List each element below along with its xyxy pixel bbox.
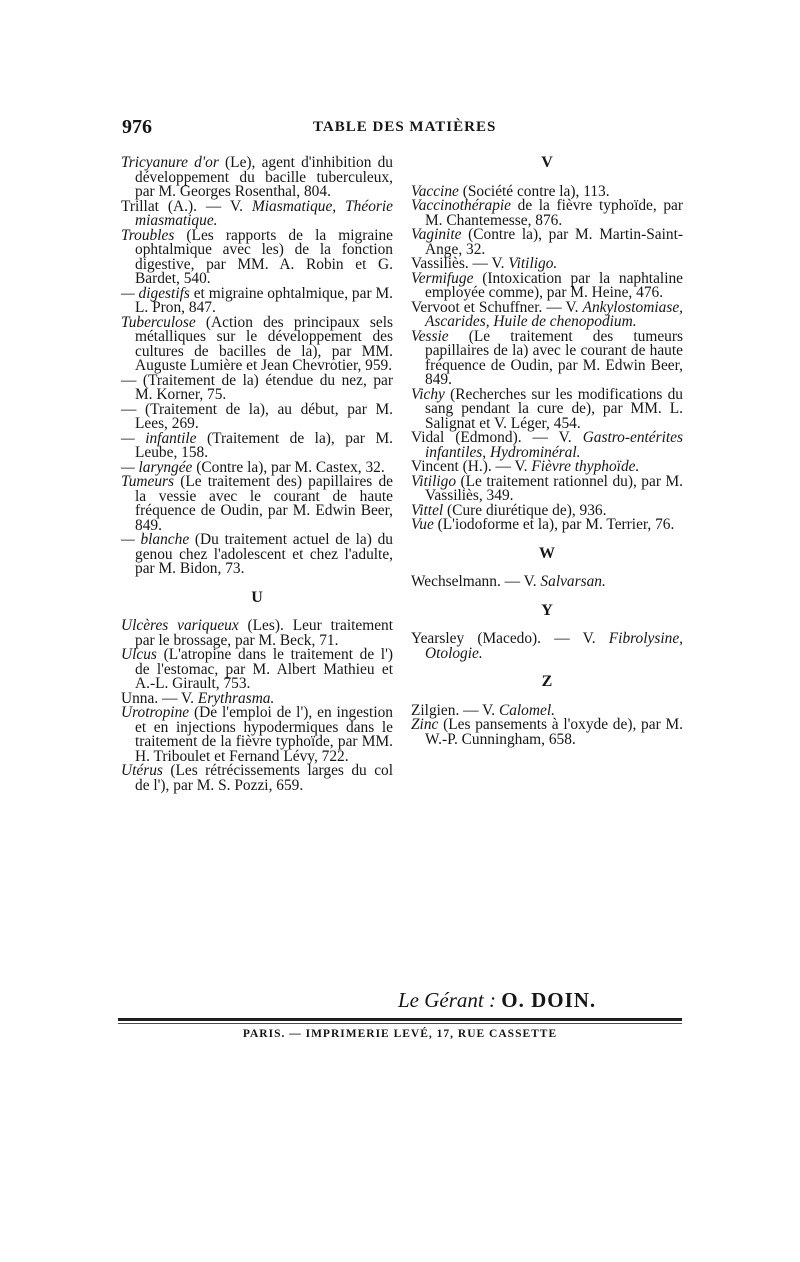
entries-y	[411, 632, 683, 661]
entry-text: (Du traitement actuel de la) du genou chez l'adolescent et chez l'adulte, par M. Bidon, 73.	[135, 531, 393, 577]
right-column	[411, 156, 683, 747]
footer-rule-thick	[118, 1018, 682, 1021]
entry-term: Vue	[411, 516, 434, 533]
entry-term: Vichy	[411, 385, 445, 403]
gerant-line	[398, 988, 596, 1013]
entry-text: et migraine ophtalmique, par M. L. Pron, 847.	[135, 284, 393, 316]
index-entry	[121, 475, 393, 533]
entry-term: Urotropine	[121, 704, 190, 721]
entry-see-also: Miasmatique, Théorie miasmatique.	[135, 197, 393, 229]
entry-text: — (Traitement de la) étendue du nez, par M. Korner, 75.	[121, 371, 393, 403]
entry-text: (Contre la), par M. Castex, 32.	[192, 458, 385, 476]
entry-term: Tuberculose	[121, 313, 196, 331]
entry-text: (L'atropine dans le traitement de l') de l'estomac, par M. Albert Mathieu et A.-L. Girault, 753.	[135, 646, 393, 692]
entry-text: (Cure diurétique de), 936.	[443, 501, 607, 519]
section-letter-z: Z	[541, 673, 553, 690]
entries-v	[411, 182, 683, 533]
entry-term: — laryngée	[121, 458, 193, 476]
index-entry	[411, 385, 683, 432]
entry-term: Ulcères variqueux	[121, 617, 239, 634]
entry-text: (De l'emploi de l'), en ingestion et en injections hypodermiques dans le traitement de la fièvre typhoïde, par MM. H. Triboulet et Fernand Lévy, 722.	[135, 704, 393, 765]
index-entry	[411, 298, 683, 330]
entries-z	[411, 701, 683, 748]
section-letter-u: U	[251, 588, 263, 606]
gerant-label: Le Gérant :	[398, 988, 502, 1012]
entry-text: (Intoxication par la naphtaline employée comme), par M. Heine, 476.	[425, 269, 683, 301]
entries-t	[121, 156, 393, 577]
entry-text: (Contre la), par M. Martin-Saint-Ange, 32.	[425, 226, 683, 258]
entry-term: Vittel	[411, 501, 444, 519]
entry-text: Yearsley (Macedo). — V.	[411, 630, 609, 647]
entry-text: Vassiliès. — V.	[411, 255, 509, 272]
running-head: TABLE DES MATIÈRES	[313, 119, 497, 135]
entry-text: (Le), agent d'inhibition du développement du bacille tuberculeux, par M. Georges Rosenthal, 804.	[135, 154, 393, 200]
entry-term: Utérus	[121, 762, 163, 779]
entry-term: Vessie	[411, 327, 449, 345]
entry-text: (Le traitement des tumeurs papillaires de la) avec le courant de haute fréquence de Oudin, par M. Edwin Beer, 849.	[425, 327, 683, 388]
section-letter-y: Y	[541, 601, 553, 619]
index-entry	[411, 632, 683, 661]
entry-text: (Recherches sur les modifications du sang pendant la cure de), par MM. L. Salignat et V. Léger, 454.	[425, 385, 683, 432]
entry-text: Trillat (A.). — V.	[121, 197, 252, 215]
entry-see-also: Calomel.	[498, 701, 555, 719]
entry-term: Zinc	[411, 716, 439, 733]
index-entry	[121, 284, 393, 316]
entry-term: Vaccinothérapie	[411, 197, 512, 214]
entry-see-also: Ankylostomiase, Ascarides, Huile de chenopodium.	[425, 298, 683, 330]
entry-text: (Les rétrécissements larges du col de l'), par M. S. Pozzi, 659.	[135, 762, 393, 794]
entry-text: Unna. — V.	[121, 689, 198, 707]
entry-text: (Action des principaux sels métalliques sur le développement des cultures de bacilles de la), par MM. Auguste Lumière et Jean Chevrotier, 959.	[135, 313, 393, 374]
entry-text: Wechselmann. — V.	[411, 573, 541, 590]
footer-rule-thin	[118, 1023, 682, 1024]
entry-text: Vidal (Edmond). — V.	[411, 429, 583, 446]
section-letter-v: V	[541, 154, 553, 171]
entries-u	[121, 619, 393, 793]
entry-text: (Société contre la), 113.	[458, 182, 610, 200]
printer-imprint: PARIS. — IMPRIMERIE LEVÉ, 17, RUE CASSETTE	[242, 1028, 558, 1040]
index-entry	[121, 764, 393, 793]
index-entry	[411, 718, 683, 747]
index-entry	[121, 619, 393, 648]
section-letter-w: W	[539, 544, 555, 562]
entry-term: Vaccine	[411, 182, 459, 200]
index-entry	[121, 156, 393, 200]
index-entry	[121, 648, 393, 692]
index-entry	[121, 706, 393, 764]
index-entry	[121, 400, 393, 432]
entry-text: Zilgien. — V.	[411, 701, 499, 719]
page-header	[118, 116, 683, 142]
entry-text: (Les). Leur traitement par le brossage, par M. Beck, 71.	[135, 617, 393, 649]
entry-text: (Les pansements à l'oxyde de), par M. W.-P. Cunningham, 658.	[425, 716, 683, 748]
entry-term: Vaginite	[411, 226, 462, 243]
entry-text: Vincent (H.). — V.	[411, 458, 532, 475]
left-column	[121, 156, 393, 793]
entry-see-also: Fièvre thyphoïde.	[531, 458, 640, 475]
entry-term: Ulcus	[121, 646, 157, 663]
index-entry	[121, 371, 393, 403]
index-entry	[411, 472, 683, 504]
entry-term: — infantile	[121, 429, 197, 447]
index-entry	[411, 575, 683, 590]
entry-term: Tricyanure d'or	[121, 154, 219, 171]
entry-text: Vervoot et Schuffner. — V.	[411, 298, 583, 316]
index-entry	[121, 226, 393, 287]
gerant-name: O. DOIN.	[501, 988, 597, 1012]
index-entry	[411, 327, 683, 388]
entry-see-also: Erythrasma.	[197, 689, 275, 707]
entries-w	[411, 575, 683, 590]
entry-term: Troubles	[121, 226, 175, 244]
entry-term: — digestifs	[121, 284, 190, 302]
entry-see-also: Fibrolysine, Otologie.	[425, 630, 683, 662]
entry-text: — (Traitement de la), au début, par M. Lees, 269.	[121, 400, 393, 432]
entry-text: (Le traitement rationnel du), par M. Vassiliès, 349.	[425, 472, 683, 504]
entry-term: Tumeurs	[121, 473, 175, 490]
entry-text: de la fièvre typhoïde, par M. Chantemesse, 876.	[425, 197, 683, 229]
page-number: 976	[122, 116, 152, 138]
entry-see-also: Vitiligo.	[508, 255, 558, 272]
entry-text: (Le traitement des) papillaires de la vessie avec le courant de haute fréquence de Oudin, par M. Edwin Beer, 849.	[135, 473, 393, 534]
index-entry	[121, 533, 393, 577]
index-entry	[411, 199, 683, 228]
entry-see-also: Salvarsan.	[540, 573, 606, 590]
index-entry	[411, 269, 683, 301]
entry-term: Vermifuge	[411, 269, 474, 287]
index-entry	[121, 429, 393, 461]
entry-see-also: Gastro-entérites infantiles, Hydrominéral.	[425, 429, 683, 461]
index-entry	[411, 431, 683, 460]
index-entry	[411, 518, 683, 533]
index-entry	[411, 228, 683, 257]
entry-term: Vitiligo	[411, 472, 457, 490]
index-entry	[121, 313, 393, 374]
entry-text: (Les rapports de la migraine ophtalmique avec les) de la fonction digestive, par MM. A. Robin et G. Bardet, 540.	[135, 226, 393, 287]
entry-term: — blanche	[121, 531, 190, 548]
index-entry	[121, 197, 393, 229]
entry-text: (L'iodoforme et la), par M. Terrier, 76.	[433, 516, 675, 533]
entry-text: (Traitement de la), par M. Leube, 158.	[135, 429, 393, 461]
